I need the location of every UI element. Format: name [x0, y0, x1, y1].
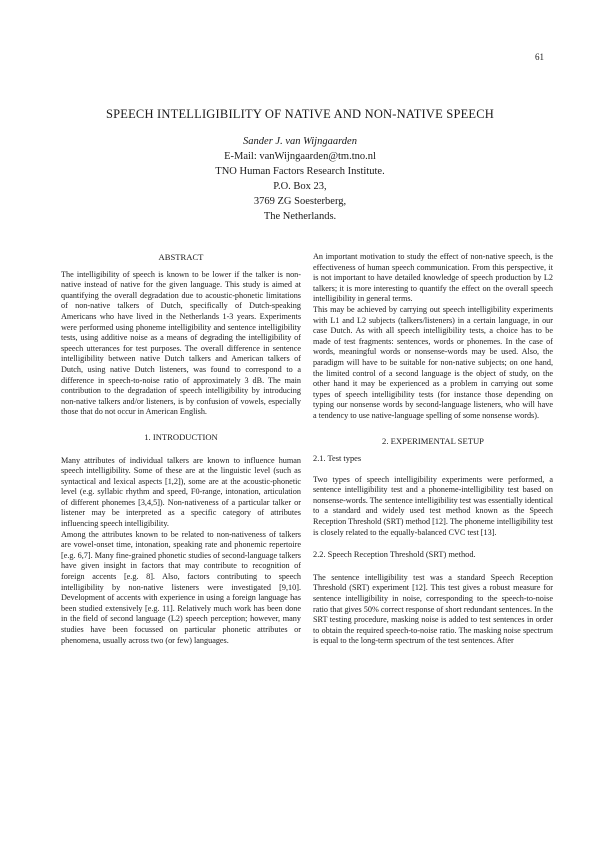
test-types-paragraph: Two types of speech intelligibility experiments were performed, a sentence intelligibility test and a phoneme-intelligibility test based on nonsense-words. The sentence intelligibility test was essentially identical to a standard and widely used test method known as the Speech Reception Threshold (SRT) method [12]. The phoneme intelligibility test is closely related to the equally-balanced CVC test [13]. [313, 474, 553, 537]
srt-paragraph: The sentence intelligibility test was a standard Speech Reception Threshold (SRT) experiment [12]. This test gives a robust measure for sentence intelligibility in noise, corresponding to the speech-to-noise ratio that gives 50% correct response of short redundant sentences. In the SRT testing procedure, masking noise is added to test sentences in order to obtain the required speech-to-noise ratio. The masking noise spectrum is equal to the long-term spectrum of the test sentences. After [313, 572, 553, 646]
left-column [61, 252, 301, 646]
author-country: The Netherlands. [263, 211, 337, 222]
introduction-paragraph-2: Among the attributes known to be related to non-nativeness of talkers are vowel-onset time, intonation, speaking rate and phonemic repertoire [e.g. 6,7]. Many fine-grained phonetic studies of second-language talkers have given insight in factors that may contribute to recognition of foreign accents [e.g. 8]. Also, factors contributing to speech intelligibility by non-native listeners were investigated [9,10]. Development of accents with experience in using a foreign language has been studied extensively [e.g. 11]. Relatively much work has been done in the field of second language (L2) speech perception; however, many studies have been focussed on particular phonetic attributes or phenomena, usually across two (or few) languages. [61, 529, 301, 645]
test-types-heading: 2.1. Test types [313, 454, 362, 464]
introduction-paragraph-1: Many attributes of individual talkers are known to influence human speech intelligibility. Some of these are at the linguistic level (such as syntactical and lexical aspects [1,2]), some are at the acoustic-phonetic level (e.g. syllabic rhythm and speed, F0-range, intonation, articulation of different phonemes [3,4,5]). Non-nativeness of a particular talker or listener may be interpreted as a specific category of attributes influencing speech intelligibility. [61, 455, 301, 529]
experimental-setup-heading: 2. EXPERIMENTAL SETUP [382, 435, 484, 446]
approach-paragraph: This may be achieved by carrying out speech intelligibility experiments with L1 and L2 subjects (talkers/listeners) in a certain language, in our case Dutch. As with all speech intelligibility tests, a choice has to be made of test fragments: sentences, words or phonemes. In the case of words, meaningful words or nonsense-words may be used. Also, the paradigm will have to be suitable for non-native subjects; on one hand, the limited control of a second language is the object of study, on the other hand it may be experienced as a problem in carrying out some types of speech intelligibility tests (for instance those depending on typing our nonsense words by second-language listeners, who will have a tendency to use native-language spelling of some nonsense words). [313, 304, 553, 420]
author-box: P.O. Box 23, [273, 181, 327, 192]
page-number: 61 [535, 52, 544, 62]
motivation-paragraph: An important motivation to study the effect of non-native speech, is the effectiveness of human speech communication. From this perspective, it is not important to have detailed knowledge of speech production by L2 talkers; it is more interesting to quantify the effect on the overall speech intelligibility in general terms. [313, 252, 553, 304]
author-name: Sander J. van Wijngaarden [243, 136, 357, 147]
author-email: E-Mail: vanWijngaarden@tm.tno.nl [224, 151, 376, 162]
srt-heading: 2.2. Speech Reception Threshold (SRT) method. [313, 550, 476, 560]
author-block [100, 134, 500, 224]
paper-title: SPEECH INTELLIGIBILITY OF NATIVE AND NON-NATIVE SPEECH [105, 107, 495, 121]
author-city: 3769 ZG Soesterberg, [253, 196, 347, 207]
abstract-heading: ABSTRACT [158, 252, 204, 262]
introduction-heading: 1. INTRODUCTION [144, 431, 218, 442]
author-institute: TNO Human Factors Research Institute. [215, 166, 385, 177]
right-column [313, 252, 553, 647]
abstract-text: The intelligibility of speech is known to be lower if the talker is non-native instead of native for the given language. This study is aimed at quantifying the overall degradation due to acoustic-phonetic limitations of non-native talkers of Dutch, specifically of Dutch-speaking Americans who have lived in the Netherlands 1-3 years. Experiments were performed using phoneme intelligibility and sentence intelligibility tests, using additive noise as a means of degrading the intelligibility of speech utterances for test purposes. The overall difference in sentence intelligibility between native Dutch talkers and American talkers of Dutch, using native Dutch listeners, was found to correspond to a difference in speech-to-noise ratio of approximately 3 dB. The main contribution to the degradation of speech intelligibility by introducing non-native talkers and/or listeners, is by confusion of vowels, especially those that do not occur in American English. [61, 269, 301, 417]
